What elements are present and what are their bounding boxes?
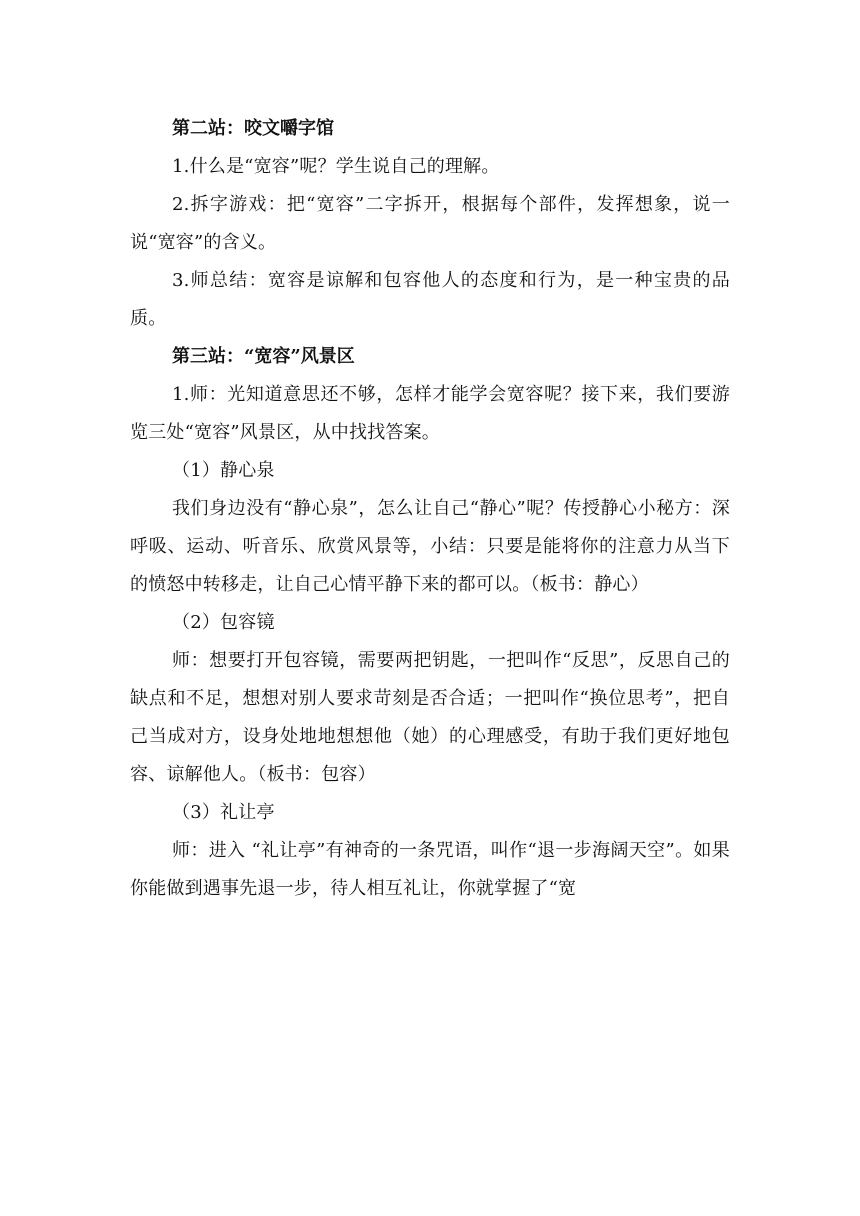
subsection-text-baorongjing: 师：想要打开包容镜，需要两把钥匙，一把叫作“反思”，反思自己的缺点和不足，想想对别人要求苛刻是否合适；一把叫作“换位思考”，把自己当成对方，设身处地地想想他（她）的心理感受，有助于我们更好地包容、谅解他人。（板书：包容） — [130, 650, 730, 785]
subsection-text-lirangting: 师：进入 “礼让亭”有神奇的一条咒语，叫作“退一步海阔天空”。如果你能做到遇事先退一步，待人相互礼让，你就掌握了“宽 — [130, 840, 730, 899]
paragraph-item-2: 2.拆字游戏：把“宽容”二字拆开，根据每个部件，发挥想象，说一说“宽容”的含义。 — [130, 194, 730, 253]
subsection-title-jingxinquan: （1）静心泉 — [172, 460, 275, 481]
section-heading-station-3: 第三站：“宽容”风景区 — [172, 346, 355, 367]
paragraph-station-3-intro: 1.师：光知道意思还不够，怎样才能学会宽容呢？接下来，我们要游览三处“宽容”风景区，从中找找答案。 — [130, 384, 730, 443]
section-heading-station-2: 第二站：咬文嚼字馆 — [172, 118, 334, 139]
paragraph-item-3: 3.师总结：宽容是谅解和包容他人的态度和行为，是一种宝贵的品质。 — [130, 270, 730, 329]
document-page — [130, 110, 730, 908]
subsection-title-lirangting: （3）礼让亭 — [172, 802, 275, 823]
subsection-title-baorongjing: （2）包容镜 — [172, 612, 275, 633]
paragraph-item-1: 1.什么是“宽容”呢？学生说自己的理解。 — [172, 156, 500, 177]
subsection-text-jingxinquan: 我们身边没有“静心泉”，怎么让自己“静心”呢？传授静心小秘方：深呼吸、运动、听音乐、欣赏风景等，小结：只要是能将你的注意力从当下的愤怒中转移走，让自己心情平静下来的都可以。（板书：静心） — [130, 498, 730, 595]
